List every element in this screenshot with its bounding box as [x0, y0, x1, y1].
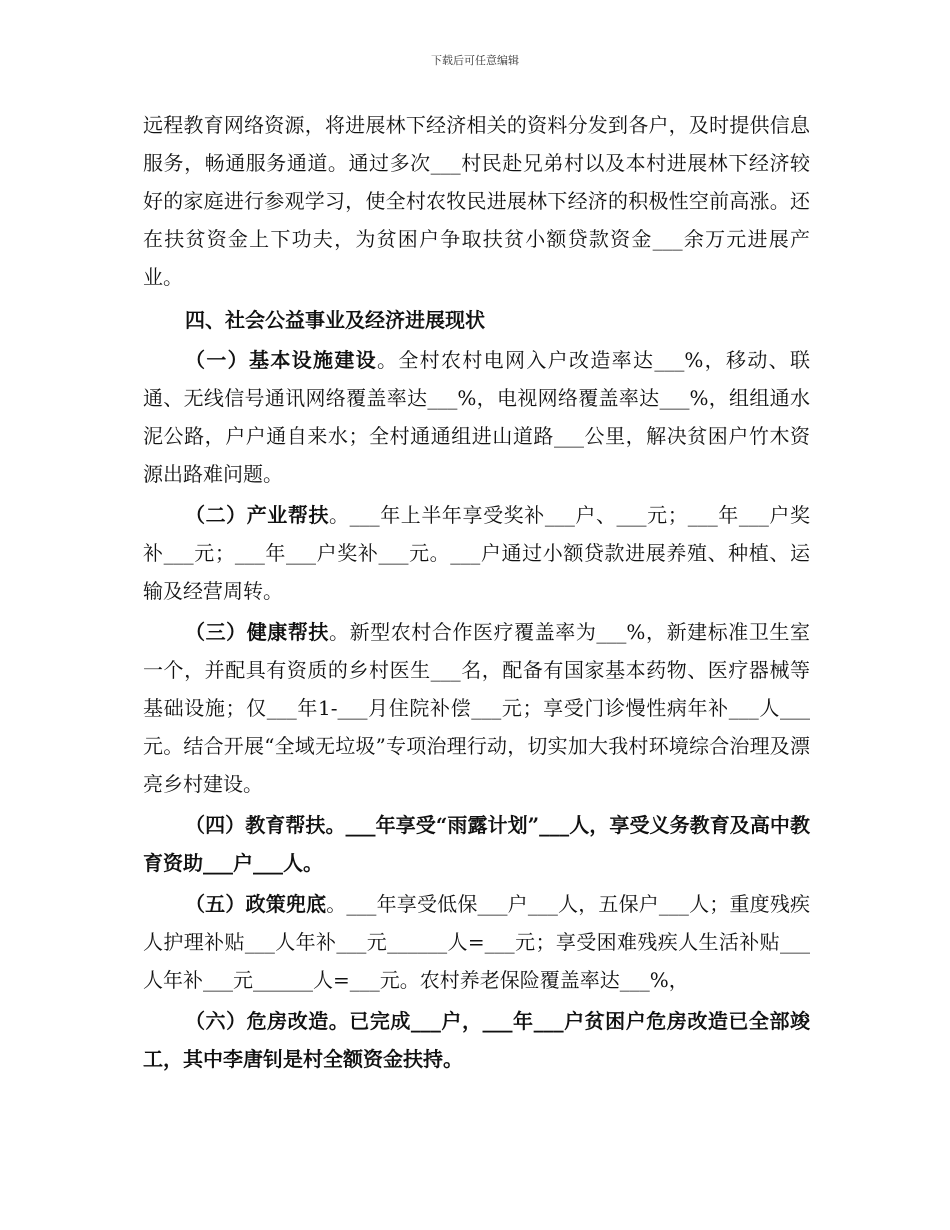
paragraph-housing	[143, 1002, 810, 1078]
paragraph-health	[143, 613, 810, 803]
subheading-policy: （五）政策兜底	[185, 892, 327, 916]
document-body	[143, 106, 810, 1081]
paragraph-industry	[143, 496, 810, 610]
page-header: 下载后可任意编辑	[431, 54, 519, 67]
section-heading: 四、社会公益事业及经济进展现状	[185, 308, 485, 332]
paragraph-infrastructure	[143, 341, 810, 493]
subheading-health: （三）健康帮扶	[185, 620, 329, 644]
text-infrastructure: 。全村农村电网入户改造率达___%，移动、联通、无线信号通讯网络覆盖率达___%，电视网络覆盖率达___%，组组通水泥公路，户户通自来水；全村通通组进山道路___公里，解决贫困户竹木资源出路难问题。	[143, 348, 810, 486]
text-housing: 。已完成___户，___年___户贫困户危房改造已全部竣工，其中李唐钊是村全额资金扶持。	[143, 1009, 810, 1071]
text-policy: 。___年享受低保___户___人，五保户___人；重度残疾人护理补贴___人年补___元______人=___元；享受困难残疾人生活补贴___人年补___元______人=___元。农村养老保险覆盖率达___%，	[143, 892, 810, 992]
text-industry: 。___年上半年享受奖补___户、___元；___年___户奖补___元；___年___户奖补___元。___户通过小额贷款进展养殖、种植、运输及经营周转。	[143, 503, 811, 603]
paragraph-policy	[143, 885, 810, 999]
text-health: 。新型农村合作医疗覆盖率为___%，新建标准卫生室一个，并配具有资质的乡村医生___名，配备有国家基本药物、医疗器械等基础设施；仅___年1-___月住院补偿___元；享受门诊慢性病年补___人___元。结合开展“全域无垃圾”专项治理行动，切实加大我村环境综合治理及漂亮乡村建设。	[143, 620, 810, 796]
subheading-industry: （二）产业帮扶	[185, 503, 330, 527]
subheading-infrastructure: （一）基本设施建设	[185, 348, 377, 372]
paragraph-intro: 远程教育网络资源，将进展林下经济相关的资料分发到各户，及时提供信息服务，畅通服务通道。通过多次___村民赴兄弟村以及本村进展林下经济较好的家庭进行参观学习，使全村农牧民进展林下经济的积极性空前高涨。还在扶贫资金上下功夫，为贫困户争取扶贫小额贷款资金___余万元进展产业。	[143, 113, 810, 289]
subheading-housing: （六）危房改造	[185, 1009, 329, 1033]
paragraph-education: （四）教育帮扶。___年享受“雨露计划”___人，享受义务教育及高中教育资助___户___人。	[143, 813, 810, 875]
